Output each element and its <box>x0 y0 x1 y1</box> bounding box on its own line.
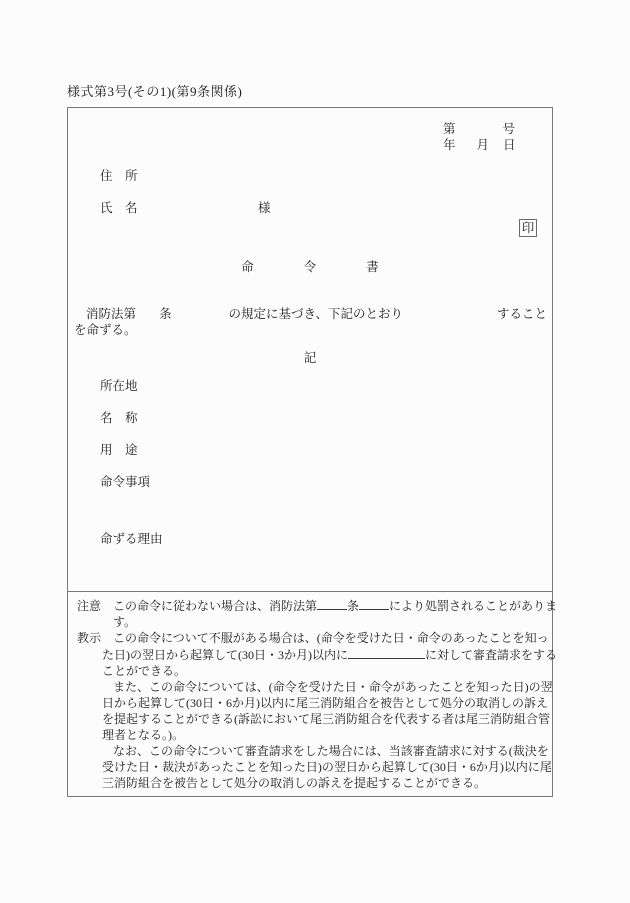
caution-label: 注意 <box>77 599 102 613</box>
caution-line-2: す。 <box>113 615 137 629</box>
caution-line-1 <box>77 597 558 614</box>
order-verb-line: を命ずる。 <box>74 323 137 337</box>
form-style-number: 様式第3号(その1)(第9条関係) <box>67 84 243 99</box>
caution-text-post: により処罰されることがありま <box>389 599 558 613</box>
instruction-text-1: この命令について不服がある場合は、(命令を受けた日・命令のあったことを知っ <box>113 631 549 645</box>
form-frame <box>67 107 558 797</box>
honorific-label: 様 <box>258 201 271 215</box>
field-label-location: 所在地 <box>100 379 138 393</box>
date-month-label: 月 <box>476 138 490 152</box>
seal-mark: 印 <box>519 219 537 237</box>
instruction-text-2-pre: た日)の翌日から起算して(30日・3か月)以内に <box>102 648 348 662</box>
instruction-line-1 <box>77 630 548 646</box>
field-label-name: 名 称 <box>100 411 138 425</box>
blank-field-review-authority <box>348 646 425 659</box>
instruction-line-4: また、この命令については、(命令を受けた日・命令があったことを知った日)の翌 <box>113 680 553 694</box>
instruction-line-2 <box>77 646 558 663</box>
doc-number-prefix: 第 <box>443 122 456 136</box>
notice-section <box>77 597 558 791</box>
law-name-label: 消防法第 <box>86 307 137 321</box>
name-label: 氏 名 <box>100 201 138 215</box>
instruction-line-7: 理者となる。)。 <box>102 728 184 742</box>
instruction-line-8: なお、この命令について審査請求をした場合には、当該審査請求に対する(裁決を <box>113 744 549 758</box>
document-title: 命 令 書 <box>241 260 379 274</box>
action-text: すること <box>496 307 547 321</box>
field-label-order-reason: 命ずる理由 <box>100 532 163 546</box>
instruction-line-6: を提起することができる(訴訟において尾三消防組合を代表する者は尾三消防組合管 <box>102 712 550 726</box>
instruction-label: 教示 <box>77 631 102 645</box>
instruction-line-10: 三消防組合を被告として処分の取消しの訴えを提起することができる。 <box>102 776 487 790</box>
blank-field-clause <box>359 597 389 610</box>
instruction-line-3: ことができる。 <box>102 664 187 678</box>
instruction-line-5: 日から起算して(30日・6か月)以内に尾三消防組合を被告として処分の取消しの訴え <box>102 696 548 710</box>
caution-text-mid: 条 <box>347 599 360 613</box>
field-label-order-items: 命令事項 <box>100 475 151 489</box>
instruction-text-2-post: に対して審査請求をする <box>425 648 558 662</box>
article-label: 条 <box>159 307 172 321</box>
caution-text-pre: この命令に従わない場合は、消防法第 <box>113 599 318 613</box>
date-line <box>443 135 516 153</box>
name-row <box>100 198 400 216</box>
field-label-use: 用 途 <box>100 443 138 457</box>
record-heading: 記 <box>303 351 317 365</box>
doc-number-suffix: 号 <box>502 122 516 136</box>
address-label: 住 所 <box>100 169 138 183</box>
legal-basis-line <box>74 304 547 322</box>
date-year-label: 年 <box>443 138 456 152</box>
blank-field-article-number <box>317 597 347 610</box>
section-divider <box>67 591 553 592</box>
basis-text: の規定に基づき、下記のとおり <box>228 307 404 321</box>
instruction-line-9: 受けた日・裁決があったことを知った日)の翌日から起算して(30日・6か月)以内に尾 <box>102 760 552 774</box>
date-day-label: 日 <box>503 138 516 152</box>
